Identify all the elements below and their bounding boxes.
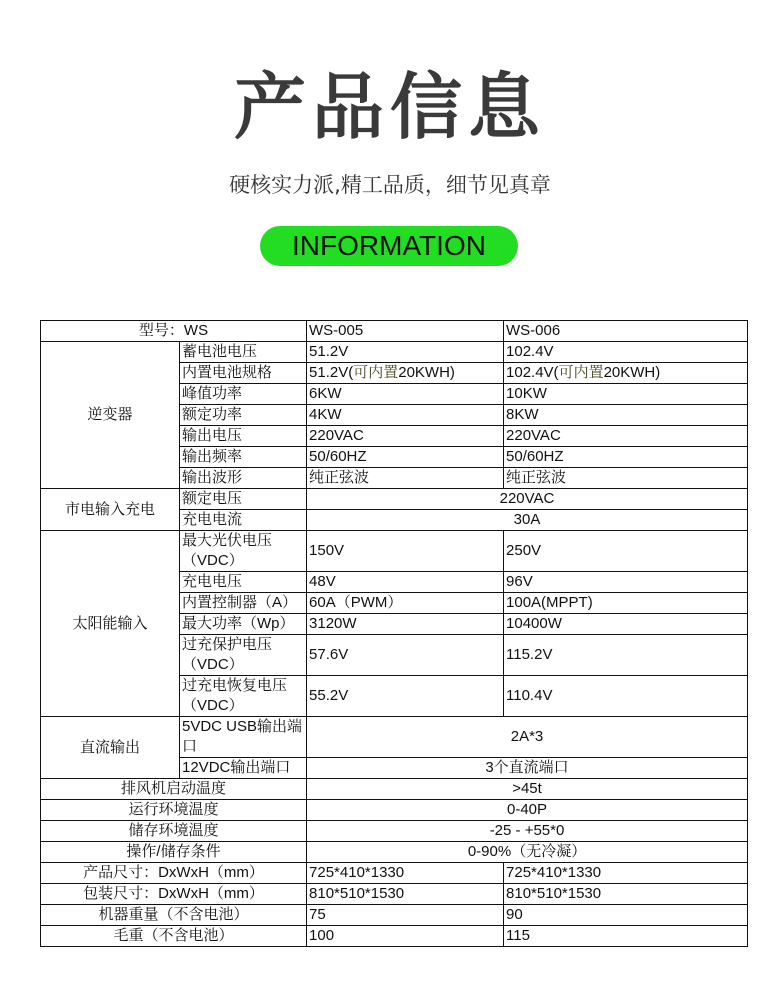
- page-title: 产品信息: [233, 65, 546, 149]
- table-row: [41, 489, 748, 510]
- table-row: [41, 926, 748, 947]
- table-row: [41, 863, 748, 884]
- value-part: 20KWH): [603, 364, 661, 381]
- cell-value: 100: [307, 926, 504, 947]
- row-label: 过充保护电压（VDC）: [180, 635, 307, 676]
- row-label: 过充电恢复电压（VDC）: [180, 676, 307, 717]
- cell-value: [504, 363, 748, 384]
- cell-value: 725*410*1330: [504, 863, 748, 884]
- cell-value: 220VAC: [504, 426, 748, 447]
- cell-value: 10KW: [504, 384, 748, 405]
- group-label-mains: 市电输入充电: [41, 489, 180, 531]
- cell-value: 220VAC: [307, 489, 748, 510]
- cell-value: 51.2V: [307, 342, 504, 363]
- row-label: 产品尺寸：DxWxH（mm）: [41, 863, 307, 884]
- cell-value: 57.6V: [307, 635, 504, 676]
- table-row: [41, 531, 748, 572]
- cell-value: 250V: [504, 531, 748, 572]
- information-badge: INFORMATION: [260, 226, 518, 266]
- cell-value: 102.4V: [504, 342, 748, 363]
- table-row: [41, 321, 748, 342]
- row-label: 额定电压: [180, 489, 307, 510]
- row-label: 内置控制器（A）: [180, 593, 307, 614]
- cell-value: 150V: [307, 531, 504, 572]
- cell-value: 220VAC: [307, 426, 504, 447]
- cell-value: >45t: [307, 779, 748, 800]
- cell-value: 纯正弦波: [307, 468, 504, 489]
- value-highlight: 可内置: [558, 364, 604, 381]
- cell-value: 96V: [504, 572, 748, 593]
- row-label: 储存环境温度: [41, 821, 307, 842]
- cell-value: 110.4V: [504, 676, 748, 717]
- cell-value: 90: [504, 905, 748, 926]
- cell-value: 810*510*1530: [307, 884, 504, 905]
- model-name: WS-005: [307, 321, 504, 342]
- model-name: WS-006: [504, 321, 748, 342]
- cell-value: 48V: [307, 572, 504, 593]
- table-row: [41, 884, 748, 905]
- table-row: [41, 342, 748, 363]
- row-label: 输出电压: [180, 426, 307, 447]
- cell-value: 55.2V: [307, 676, 504, 717]
- row-label: 额定功率: [180, 405, 307, 426]
- row-label: 最大功率（Wp）: [180, 614, 307, 635]
- row-label: 12VDC输出端口: [180, 758, 307, 779]
- cell-value: 115.2V: [504, 635, 748, 676]
- cell-value: 115: [504, 926, 748, 947]
- row-label: 峰值功率: [180, 384, 307, 405]
- cell-value: 纯正弦波: [504, 468, 748, 489]
- cell-value: 3个直流端口: [307, 758, 748, 779]
- cell-value: [307, 363, 504, 384]
- table-row: [41, 821, 748, 842]
- cell-value: 8KW: [504, 405, 748, 426]
- page-subtitle: 硬核实力派,精工品质，细节见真章: [229, 173, 551, 197]
- cell-value: -25 - +55*0: [307, 821, 748, 842]
- group-label-dc: 直流输出: [41, 717, 180, 779]
- cell-value: 2A*3: [307, 717, 748, 758]
- cell-value: 50/60HZ: [307, 447, 504, 468]
- cell-value: 75: [307, 905, 504, 926]
- cell-value: 30A: [307, 510, 748, 531]
- table-row: [41, 905, 748, 926]
- row-label: 输出频率: [180, 447, 307, 468]
- row-label: 充电电压: [180, 572, 307, 593]
- cell-value: 0-90%（无冷凝）: [307, 842, 748, 863]
- table-row: [41, 779, 748, 800]
- row-label: 操作/储存条件: [41, 842, 307, 863]
- row-label: 排风机启动温度: [41, 779, 307, 800]
- row-label: 机器重量（不含电池）: [41, 905, 307, 926]
- cell-value: 4KW: [307, 405, 504, 426]
- spec-table: [40, 320, 748, 947]
- cell-value: 10400W: [504, 614, 748, 635]
- cell-value: 6KW: [307, 384, 504, 405]
- value-highlight: 可内置: [353, 364, 399, 381]
- group-label-solar: 太阳能输入: [41, 531, 180, 717]
- row-label: 最大光伏电压（VDC）: [180, 531, 307, 572]
- value-part: 51.2V(: [309, 364, 354, 381]
- model-label: 型号：WS: [41, 321, 307, 342]
- cell-value: 3120W: [307, 614, 504, 635]
- row-label: 蓄电池电压: [180, 342, 307, 363]
- row-label: 5VDC USB输出端口: [180, 717, 307, 758]
- row-label: 运行环境温度: [41, 800, 307, 821]
- row-label: 包装尺寸：DxWxH（mm）: [41, 884, 307, 905]
- table-row: [41, 717, 748, 758]
- cell-value: 0-40P: [307, 800, 748, 821]
- table-row: [41, 800, 748, 821]
- value-part: 102.4V(: [506, 364, 559, 381]
- value-part: 20KWH): [398, 364, 455, 381]
- cell-value: 50/60HZ: [504, 447, 748, 468]
- row-label: 毛重（不含电池）: [41, 926, 307, 947]
- group-label-inverter: 逆变器: [41, 342, 180, 489]
- table-row: [41, 842, 748, 863]
- row-label: 输出波形: [180, 468, 307, 489]
- cell-value: 810*510*1530: [504, 884, 748, 905]
- cell-value: 60A（PWM）: [307, 593, 504, 614]
- cell-value: 725*410*1330: [307, 863, 504, 884]
- row-label: 内置电池规格: [180, 363, 307, 384]
- cell-value: 100A(MPPT): [504, 593, 748, 614]
- row-label: 充电电流: [180, 510, 307, 531]
